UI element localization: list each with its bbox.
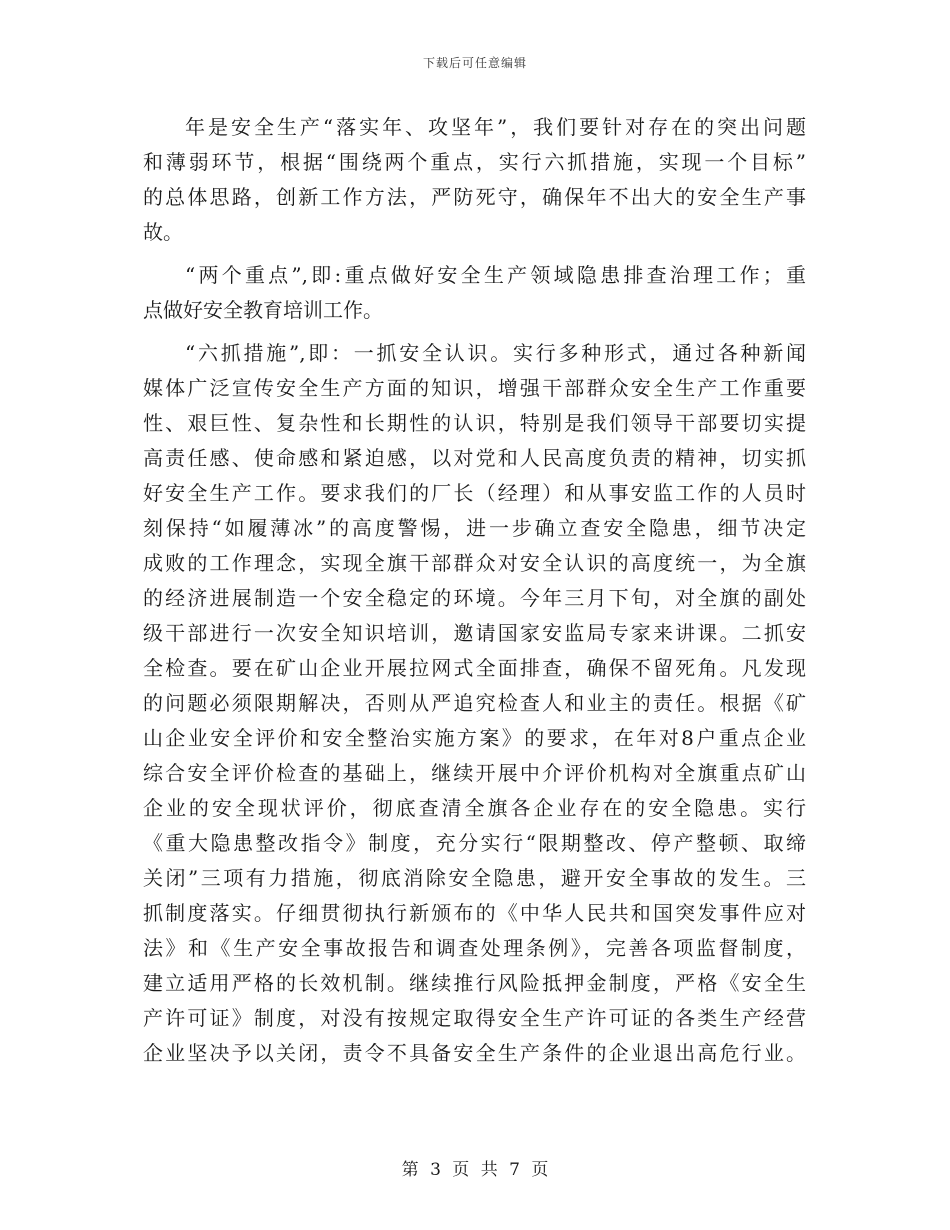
paragraph-3-line-20: 产许可证》制度，对没有按规定取得安全生产许可证的各类生产经营 — [143, 1006, 806, 1030]
paragraph-3-line-16: 关闭”三项有力措施，彻底消除安全隐患，避开安全事故的发生。三 — [143, 866, 806, 890]
paragraph-3-line-12: 山企业安全评价和安全整治实施方案》的要求，在年对8户重点企业 — [143, 726, 806, 750]
paragraph-1-line-2: 和薄弱环节，根据“围绕两个重点，实行六抓措施，实现一个目标” — [143, 150, 806, 174]
paragraph-3-line-2: 媒体广泛宣传安全生产方面的知识，增强干部群众安全生产工作重要 — [143, 376, 806, 400]
paragraph-3-line-10: 全检查。要在矿山企业开展拉网式全面排查，确保不留死角。凡发现 — [143, 656, 806, 680]
paragraph-3-line-8: 的经济进展制造一个安全稳定的环境。今年三月下旬，对全旗的副处 — [143, 586, 806, 610]
paragraph-3-line-15: 《重大隐患整改指令》制度，充分实行“限期整改、停产整顿、取缔 — [143, 831, 806, 855]
paragraph-3-line-6: 刻保持“如履薄冰”的高度警惕，进一步确立查安全隐患，细节决定 — [143, 516, 806, 540]
document-body — [143, 110, 806, 1071]
paragraph-2-line-1: “两个重点”,即:重点做好安全生产领域隐患排查治理工作；重 — [185, 263, 806, 287]
paragraph-3-line-9: 级干部进行一次安全知识培训，邀请国家安监局专家来讲课。二抓安 — [143, 621, 806, 645]
paragraph-3-line-17: 抓制度落实。仔细贯彻执行新颁布的《中华人民共和国突发事件应对 — [143, 901, 806, 925]
paragraph-3-line-11: 的问题必须限期解决，否则从严追究检查人和业主的责任。根据《矿 — [143, 691, 806, 715]
paragraph-1-line-3: 的总体思路，创新工作方法，严防死守，确保年不出大的安全生产事 — [143, 185, 806, 209]
paragraph-2-line-2: 点做好安全教育培训工作。 — [143, 298, 383, 322]
paragraph-3-line-7: 成败的工作理念，实现全旗干部群众对安全认识的高度统一，为全旗 — [143, 551, 806, 575]
paragraph-3-line-14: 企业的安全现状评价，彻底查清全旗各企业存在的安全隐患。实行 — [143, 796, 806, 820]
paragraph-3-line-19: 建立适用严格的长效机制。继续推行风险抵押金制度，严格《安全生 — [143, 971, 806, 995]
page-number: 第 3 页 共 7 页 — [401, 1160, 549, 1180]
paragraph-1-line-1: 年是安全生产“落实年、攻坚年”，我们要针对存在的突出问题 — [185, 115, 806, 139]
paragraph-3-line-5: 好安全生产工作。要求我们的厂长（经理）和从事安监工作的人员时 — [143, 481, 806, 505]
paragraph-3-line-4: 高责任感、使命感和紧迫感，以对党和人民高度负责的精神，切实抓 — [143, 446, 806, 470]
paragraph-3-line-1: “六抓措施”,即：一抓安全认识。实行多种形式，通过各种新闻 — [185, 341, 806, 365]
paragraph-3-line-3: 性、艰巨性、复杂性和长期性的认识，特别是我们领导干部要切实提 — [143, 411, 806, 435]
paragraph-1-line-4: 故。 — [143, 220, 183, 244]
paragraph-3-line-13: 综合安全评价检查的基础上，继续开展中介评价机构对全旗重点矿山 — [143, 761, 806, 785]
page-header-note: 下载后可任意编辑 — [422, 56, 527, 70]
paragraph-3-line-21: 企业坚决予以关闭，责令不具备安全生产条件的企业退出高危行业。 — [143, 1041, 806, 1065]
paragraph-3-line-18: 法》和《生产安全事故报告和调查处理条例》，完善各项监督制度， — [143, 936, 806, 960]
